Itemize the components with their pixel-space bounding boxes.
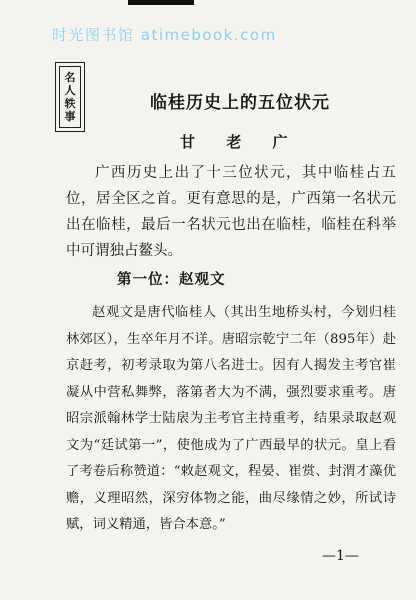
watermark: 时光图书馆 atimebook.com [52, 26, 277, 44]
article-author: 甘 老 广 [180, 133, 301, 151]
column-seal [55, 62, 85, 132]
intro-paragraph: 广西历史上出了十三位状元，其中临桂占五位，居全区之首。更有意思的是，广西第一名状元出在临桂，最后一名状元也出在临桂，临桂在科举中可谓独占鳌头。 [66, 165, 396, 259]
seal-char: 人 [64, 84, 76, 97]
page-number: —1— [322, 548, 359, 564]
seal-char: 轶 [64, 97, 76, 110]
article-title: 临桂历史上的五位状元 [150, 93, 330, 113]
column-seal-inner [59, 66, 81, 128]
section-body-paragraph: 赵观文是唐代临桂人（其出生地桥头村，今划归桂林郊区），生卒年月不详。唐昭宗乾宁二年（895年）赴京赶考，初考录取为第八名进士。因有人揭发主考官崔凝从中营私舞弊，落第者大为不满，强烈要求重考。唐昭宗派翰林学士陆扆为主考官主持重考，结果录取赵观文为“廷试第一”，使他成为了广西最早的状元。皇上看了考卷后称赞道：“敕赵观文，程晏、崔赏、封渭才藻优赡，义理昭然，深穷体物之能，曲尽缘情之妙，所试诗赋，词义精通，皆合本意。” [66, 305, 396, 532]
seal-char: 事 [64, 110, 76, 123]
seal-char: 名 [64, 71, 76, 84]
section-heading: 第一位：赵观文 [117, 272, 226, 288]
top-edge-bar [128, 0, 194, 5]
